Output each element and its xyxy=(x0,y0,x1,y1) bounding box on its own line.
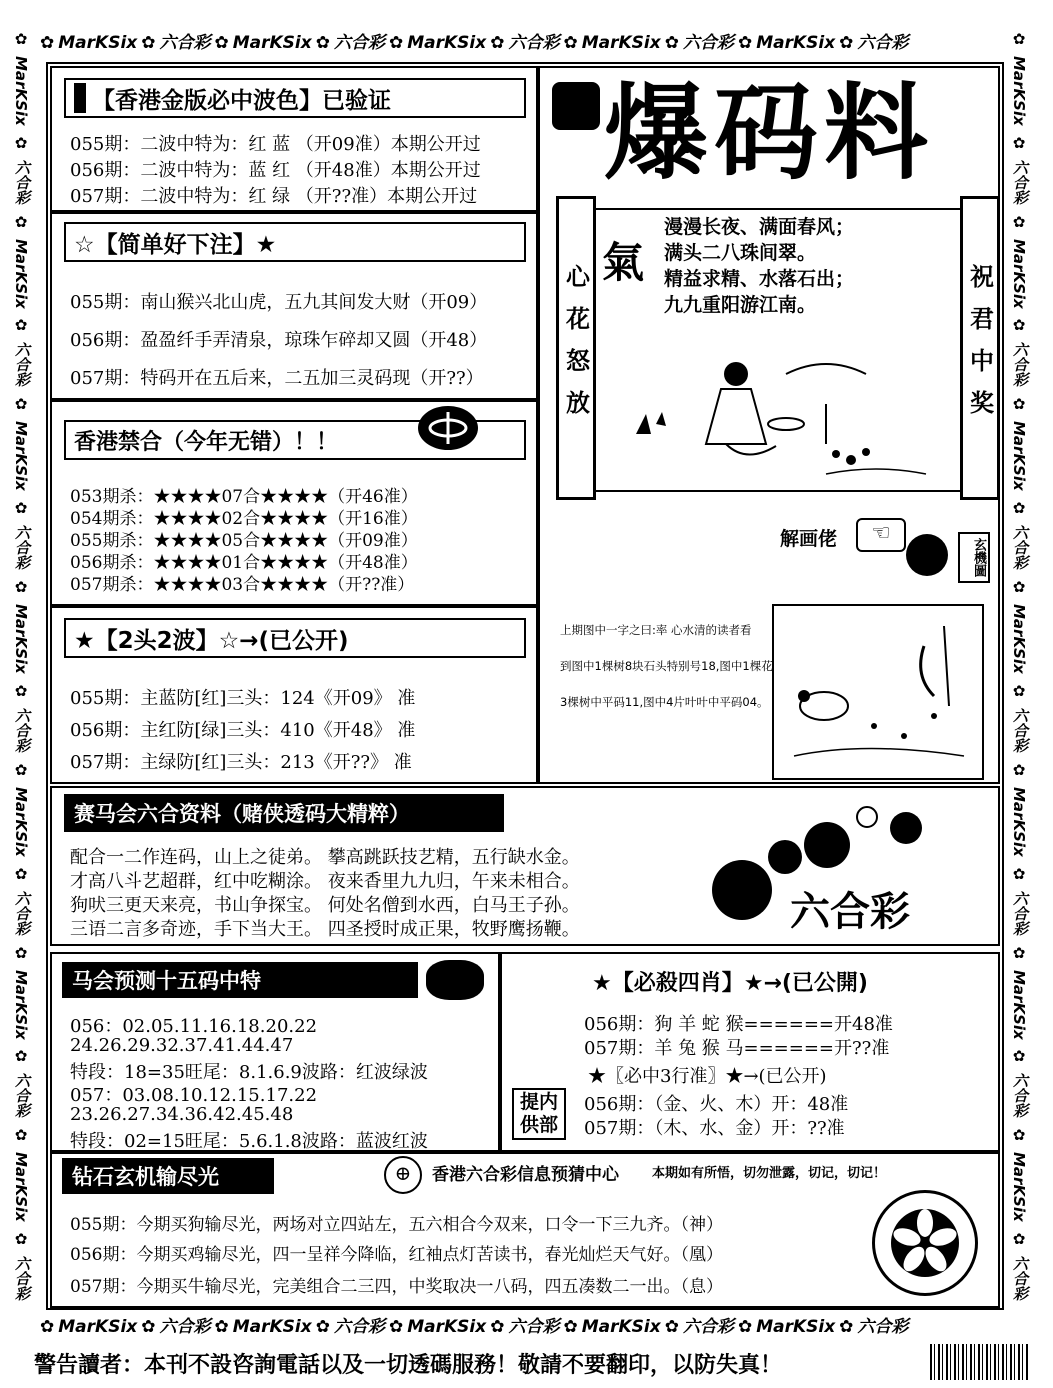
barcode-icon xyxy=(930,1344,1030,1380)
flower-icon: ✿ xyxy=(141,33,156,53)
fish-icon xyxy=(418,406,478,450)
box-bose-line: 056期：二波中特为：蓝 红 （开48准）本期公开过 xyxy=(70,160,481,181)
clue-text xyxy=(560,612,773,720)
border-word: 六合彩 xyxy=(1011,159,1029,205)
flower-icon: ✿ xyxy=(12,395,30,414)
flower-icon: ✿ xyxy=(12,212,30,231)
flower-icon: ✿ xyxy=(1010,395,1028,414)
flower-icon: ✿ xyxy=(12,1229,30,1248)
flower-icon: ✿ xyxy=(1010,681,1028,700)
border-word: MarKSix xyxy=(1010,969,1028,1040)
border-word: 六合彩 xyxy=(13,159,31,205)
border-word: 六合彩 xyxy=(13,1255,31,1301)
border-word: 六合彩 xyxy=(1011,1073,1029,1119)
border-word: MarKSix xyxy=(12,969,30,1040)
flower-icon: ✿ xyxy=(490,1317,505,1337)
box-bose-title-text: 【香港金版必中波色】已验证 xyxy=(92,87,391,114)
flower-icon: ✿ xyxy=(1010,943,1028,962)
box-2tou-line: 055期：主蓝防[红]三头：124《开09》 准 xyxy=(70,688,416,709)
box-jinhe-line: 054期杀：★★★★02合★★★★（开16准） xyxy=(70,509,418,529)
bisha-subtitle: ★〖必中3行准〗★→(已公开) xyxy=(588,1066,827,1087)
box-zuanshi-title-text: 钻石玄机输尽光 xyxy=(72,1165,219,1189)
flower-icon: ✿ xyxy=(12,943,30,962)
scroll-left-text: 心花怒放 xyxy=(561,264,590,432)
scroll-left-roller xyxy=(556,196,596,500)
border-word: 六合彩 xyxy=(857,1317,909,1337)
flower-icon: ✿ xyxy=(563,33,578,53)
mahui-line: 特段：18=35旺尾：8.1.6.9波路：红波绿波 xyxy=(70,1062,428,1083)
border-word: MarKSix xyxy=(581,33,661,53)
flower-icon: ✿ xyxy=(1010,578,1028,597)
border-word: MarKSix xyxy=(1010,1152,1028,1222)
border-word: MarKSix xyxy=(58,1317,138,1337)
scroll-right-text: 祝君中奖 xyxy=(965,264,994,432)
logo-ball-large xyxy=(712,860,772,920)
logo-ball-medium xyxy=(768,840,802,874)
bisha-line: 057期：羊 兔 猴 马======开??准 xyxy=(584,1038,890,1059)
border-word: 六合彩 xyxy=(159,33,211,53)
border-word: MarKSix xyxy=(1010,604,1028,674)
flower-icon: ✿ xyxy=(1010,133,1028,152)
border-word: MarKSix xyxy=(1010,238,1028,309)
bisha-line: 056期：狗 羊 蛇 猴======开48准 xyxy=(584,1014,893,1035)
box-mahui-title xyxy=(62,962,418,998)
footer-warning: 警告讀者：本刊不設咨詢電話以及一切透碼服務！敬請不要翻印，以防失真！ xyxy=(34,1353,783,1378)
flower-icon: ✿ xyxy=(12,1126,30,1145)
border-word: MarKSix xyxy=(407,33,487,53)
flower-icon: ✿ xyxy=(40,33,55,53)
zuanshi-line: 057期：今期买牛输尽光，完美组合二三四，中奖取决一八码，四五凑数二一出。（息） xyxy=(70,1277,723,1297)
flower-icon: ✿ xyxy=(214,1317,229,1337)
border-word: 六合彩 xyxy=(1011,525,1029,571)
box-saima-title xyxy=(64,794,504,832)
lady-painting-illustration xyxy=(626,334,946,484)
border-word: 六合彩 xyxy=(13,342,31,388)
zuanshi-line: 056期：今期买鸡输尽光，四一呈祥今降临，红袖点灯苦读书，春光灿烂天气好。（凰） xyxy=(70,1245,723,1265)
border-word: 六合彩 xyxy=(13,707,31,753)
center-title: 香港六合彩信息预猜中心 xyxy=(432,1165,619,1185)
flower-icon: ✿ xyxy=(1010,212,1028,231)
box-bose-title xyxy=(64,78,526,118)
clue-line: 到图中1棵树8块石头特别号18,图中1棵花 xyxy=(560,659,773,673)
flower-icon: ✿ xyxy=(737,1317,753,1337)
flower-icon: ✿ xyxy=(1010,499,1028,518)
title-bar-icon xyxy=(74,83,86,113)
bisha-title: ★【必殺四肖】★→(已公開) xyxy=(592,971,868,996)
mahui-line: 特段：02=15旺尾：5.6.1.8波路：蓝波红波 xyxy=(70,1131,428,1152)
top-border-strip xyxy=(40,28,1010,58)
page-title: 爆码料 xyxy=(604,72,935,194)
border-word: MarKSix xyxy=(12,1152,30,1222)
border-word: 六合彩 xyxy=(857,33,909,53)
flower-icon: ✿ xyxy=(1010,316,1028,335)
border-word: 六合彩 xyxy=(333,1317,385,1337)
flower-icon: ✿ xyxy=(315,1317,330,1337)
compass-icon: ⊕ xyxy=(384,1156,422,1194)
box-jinhe-line: 053期杀：★★★★07合★★★★（开46准） xyxy=(70,487,418,507)
border-word: MarKSix xyxy=(12,421,30,492)
box-jinhe-line: 057期杀：★★★★03合★★★★（开??准） xyxy=(70,575,415,595)
border-word: MarKSix xyxy=(581,1317,661,1337)
box-bose-line: 055期：二波中特为：红 蓝 （开09准）本期公开过 xyxy=(70,134,481,155)
flower-icon: ✿ xyxy=(12,316,30,335)
scroll-right-roller xyxy=(960,196,1000,500)
mahui-line: 057：03.08.10.12.15.17.22 xyxy=(70,1085,318,1106)
box-jinhe-line: 056期杀：★★★★01合★★★★（开48准） xyxy=(70,553,418,573)
saima-line: 配合一二作连码，山上之徒弟。 攀高跳跃技艺精，五行缺水金。 xyxy=(70,847,580,868)
qi-character: 氣 xyxy=(602,238,645,287)
border-word: 六合彩 xyxy=(333,33,385,53)
flower-icon: ✿ xyxy=(1010,30,1028,48)
garden-illustration xyxy=(774,606,982,778)
flower-icon: ✿ xyxy=(1010,1229,1028,1248)
border-word: 六合彩 xyxy=(1011,707,1029,753)
bisha-sub-line: 056期：（金、火、木）开：48准 xyxy=(584,1094,849,1115)
saima-line: 狗吠三更天来亮，书山争探宝。 何处名僧到水西，白马王子孙。 xyxy=(70,895,580,916)
border-word: MarKSix xyxy=(12,56,30,126)
flower-icon: ✿ xyxy=(490,33,505,53)
flower-icon: ✿ xyxy=(12,1047,30,1066)
flower-icon: ✿ xyxy=(141,1317,156,1337)
saima-line: 才高八斗艺超群，红中吃糊涂。 夜来香里九九归，午来未相合。 xyxy=(70,871,580,892)
flower-icon: ✿ xyxy=(1010,1047,1028,1066)
box-2tou-title xyxy=(64,618,526,658)
border-word: MarKSix xyxy=(12,238,30,309)
border-word: MarKSix xyxy=(12,604,30,674)
box-jinhe-line: 055期杀：★★★★05合★★★★（开09准） xyxy=(70,531,418,551)
border-word: 六合彩 xyxy=(682,33,734,53)
box-jinhe-title-text: 香港禁合（今年无错）！！ xyxy=(74,429,339,455)
border-word: 六合彩 xyxy=(508,33,560,53)
box-2tou-line: 057期：主绿防[红]三头：213《开??》 准 xyxy=(70,752,412,773)
flower-icon: ✿ xyxy=(664,1317,679,1337)
box-jiandan-line: 056期：盈盈纤手弄清泉，琼珠乍碎却又圆（开48） xyxy=(70,330,488,351)
xuanji-painting xyxy=(772,604,984,780)
flower-icon: ✿ xyxy=(737,33,753,53)
flower-icon: ✿ xyxy=(315,33,330,53)
yin-yang-icon xyxy=(906,534,948,576)
zuanshi-line: 055期：今期买狗输尽光，两场对立四站左，五六相合今双来，口令一下三九齐。（神） xyxy=(70,1215,723,1235)
flower-icon: ✿ xyxy=(12,30,30,48)
left-border-strip xyxy=(12,30,44,1330)
logo-ball-small xyxy=(856,806,878,828)
win-logo-icon xyxy=(426,960,484,1000)
border-word: MarKSix xyxy=(1010,56,1028,126)
flower-icon: ✿ xyxy=(12,681,30,700)
border-word: 六合彩 xyxy=(13,1073,31,1119)
flower-icon: ✿ xyxy=(563,1317,578,1337)
border-word: MarKSix xyxy=(1010,421,1028,492)
liuhecai-logo-text: 六合彩 xyxy=(790,889,910,935)
border-word: MarKSix xyxy=(232,33,312,53)
fish-emblem-icon xyxy=(418,406,478,450)
internal-supply-badge: 提内供部 xyxy=(512,1088,566,1140)
box-jiandan-line: 055期：南山猴兴北山虎，五九其间发大财（开09） xyxy=(70,292,488,313)
mahui-line: 056：02.05.11.16.18.20.22 xyxy=(70,1016,318,1037)
border-word: MarKSix xyxy=(756,33,836,53)
box-bose-line: 057期：二波中特为：红 绿 （开??准）本期公开过 xyxy=(70,186,478,207)
box-jiandan-line: 057期：特码开在五后来，二五加三灵码现（开??） xyxy=(70,368,484,389)
poem-line: 九九重阳游江南。 xyxy=(664,294,817,316)
border-word: MarKSix xyxy=(12,786,30,857)
flower-icon: ✿ xyxy=(664,33,679,53)
flower-icon: ✿ xyxy=(12,864,30,883)
bisha-sub-line: 057期：（木、水、金）开：??准 xyxy=(584,1118,845,1139)
clue-line: 3棵树中平码11,图中4片叶叶中平码04。 xyxy=(560,695,769,709)
border-word: 六合彩 xyxy=(682,1317,734,1337)
clue-line: 上期图中一字之曰:率 心水清的读者看 xyxy=(560,623,752,637)
xuanji-label: 玄機圖 xyxy=(958,532,990,583)
poem-line: 漫漫长夜、满面春风； xyxy=(664,216,855,238)
flower-icon: ✿ xyxy=(388,33,404,53)
border-word: 六合彩 xyxy=(13,525,31,571)
border-word: MarKSix xyxy=(1010,786,1028,857)
explain-label: 解画佬 xyxy=(780,528,838,550)
box-saima-title-text: 赛马会六合资料（赌侠透码大精粹） xyxy=(74,802,410,826)
box-2tou-title-text: ★【2头2波】☆→(已公开) xyxy=(74,627,349,654)
border-word: 六合彩 xyxy=(1011,342,1029,388)
poem-line: 满头二八珠间翠。 xyxy=(664,242,817,264)
flower-icon: ✿ xyxy=(1010,864,1028,883)
box-jiandan-title xyxy=(64,222,526,262)
box-jiandan-title-text: ☆【简单好下注】★ xyxy=(74,231,277,258)
bottom-border-strip xyxy=(40,1312,1010,1342)
lottery-logo-icon xyxy=(552,82,600,130)
scroll-poem xyxy=(664,214,854,318)
border-word: 六合彩 xyxy=(159,1317,211,1337)
border-word: 六合彩 xyxy=(1011,1255,1029,1301)
right-border-strip xyxy=(1010,30,1042,1330)
box-mahui-title-text: 马会预测十五码中特 xyxy=(72,969,261,993)
border-word: MarKSix xyxy=(232,1317,312,1337)
border-word: 六合彩 xyxy=(1011,890,1029,936)
flower-icon: ✿ xyxy=(12,499,30,518)
flower-icon: ✿ xyxy=(12,760,30,779)
box-2tou-line: 056期：主红防[绿]三头：410《开48》 准 xyxy=(70,720,416,741)
border-word: MarKSix xyxy=(407,1317,487,1337)
flower-icon: ✿ xyxy=(12,133,30,152)
border-word: MarKSix xyxy=(756,1317,836,1337)
border-word: MarKSix xyxy=(58,33,138,53)
bauhinia-seal-icon xyxy=(872,1190,978,1296)
border-word: 六合彩 xyxy=(508,1317,560,1337)
pointing-hand-icon: ☜ xyxy=(856,518,906,552)
mahui-line: 24.26.29.32.37.41.44.47 xyxy=(70,1035,294,1056)
mahui-line: 23.26.27.34.36.42.45.48 xyxy=(70,1104,294,1125)
box-zuanshi-title xyxy=(62,1158,274,1194)
flower-icon: ✿ xyxy=(839,33,854,53)
bauhinia-flower-icon xyxy=(875,1193,975,1293)
flower-icon: ✿ xyxy=(12,578,30,597)
flower-icon: ✿ xyxy=(1010,760,1028,779)
logo-ball-small xyxy=(890,812,922,844)
logo-ball-medium xyxy=(804,822,850,868)
flower-icon: ✿ xyxy=(388,1317,404,1337)
saima-line: 三语二言多奇迹，手下当大王。 四圣授时成正果，牧野鹰扬鞭。 xyxy=(70,919,580,940)
notice-text: 本期如有所悟，切勿泄露，切记，切记！ xyxy=(652,1166,887,1181)
flower-icon: ✿ xyxy=(214,33,229,53)
flower-icon: ✿ xyxy=(839,1317,854,1337)
poem-line: 精益求精、水落石出； xyxy=(664,268,855,290)
flower-icon: ✿ xyxy=(1010,1126,1028,1145)
border-word: 六合彩 xyxy=(13,890,31,936)
flower-icon: ✿ xyxy=(40,1317,55,1337)
scroll-body xyxy=(596,208,960,492)
